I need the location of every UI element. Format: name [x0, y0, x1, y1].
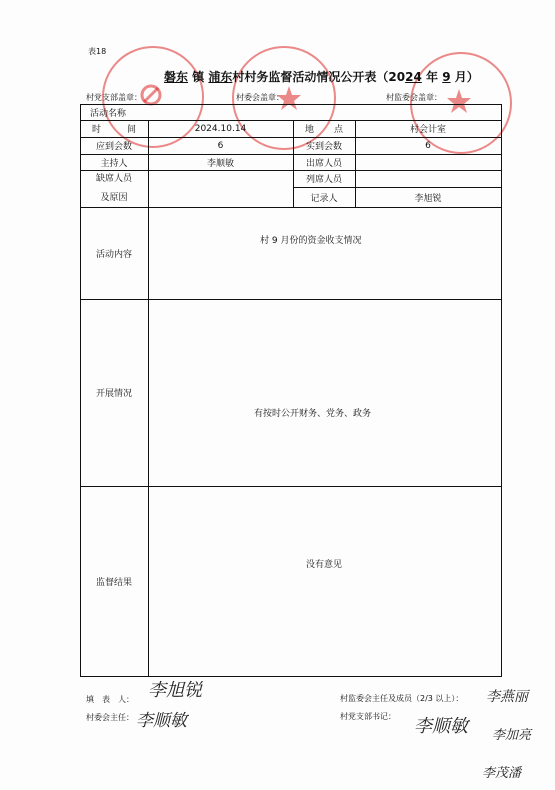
recorder-label: 记录人 [310, 193, 338, 204]
title-month: 9 [442, 70, 451, 84]
actual-count-label: 实到会数 [305, 142, 342, 152]
host-label: 主持人 [100, 158, 128, 169]
time-label [80, 120, 148, 137]
supervision-members-label: 村监委会主任及成员（2/3 以上）： [340, 694, 464, 703]
title-mid: 村村务监督活动情况公开表（20 [232, 70, 406, 84]
table-number: 表18 [88, 47, 107, 56]
attendees-value [355, 154, 501, 170]
filler-label: 填 表 人： [86, 695, 134, 704]
progress-value: 有按时公开财务、党务、政务 [254, 409, 372, 419]
supervision-seal-label: 村监委会盖章： [386, 93, 442, 102]
page-title [164, 68, 479, 85]
expected-count-value: 6 [217, 140, 224, 151]
progress-label: 开展情况 [95, 389, 132, 399]
title-town: 磐东 [164, 70, 189, 84]
member3-signature: 李茂潘 [482, 766, 522, 781]
time-value: 2024.10.14 [194, 123, 247, 134]
expected-count-label: 应到会数 [95, 142, 132, 152]
recorder-value: 李旭锐 [414, 193, 442, 204]
result-label: 监督结果 [95, 577, 132, 588]
place-label-b: 点 [333, 125, 343, 135]
activity-name-label: 活动名称 [90, 108, 127, 119]
title-year: 24 [405, 70, 422, 84]
absent-label-a: 缺席人员 [95, 173, 132, 184]
place-value: 村会计室 [409, 125, 446, 135]
observers-value [355, 170, 501, 187]
title-month-label: 月） [454, 70, 479, 84]
title-town-suffix: 镇 [192, 70, 205, 84]
filler-signature: 李旭锐 [148, 680, 202, 701]
title-year-label: 年 [426, 70, 439, 84]
member1-signature: 李燕丽 [486, 689, 528, 705]
observers-label: 列席人员 [305, 175, 342, 185]
result-value: 没有意见 [306, 560, 343, 570]
time-label-b: 间 [126, 125, 136, 135]
member2-signature: 李加亮 [492, 728, 532, 743]
actual-count-value: 6 [425, 140, 431, 151]
attendees-label: 出席人员 [305, 158, 342, 169]
absent-label-b: 及原因 [100, 192, 128, 203]
time-label-a: 时 [92, 125, 102, 135]
director-signature: 李顺敏 [136, 711, 187, 731]
activity-name-value [148, 104, 501, 120]
host-value: 李顺敏 [206, 158, 234, 169]
secretary-signature: 李顺敏 [414, 716, 468, 737]
content-value: 村 9 月份的资金收支情况 [260, 236, 362, 246]
party-secretary-label: 村党支部书记： [340, 712, 396, 721]
director-label: 村委会主任： [86, 713, 134, 722]
place-label-a: 地 [305, 125, 315, 135]
absent-value [148, 170, 293, 207]
place-label [293, 120, 355, 137]
absent-label [80, 170, 148, 207]
committee-seal-label: 村委会盖章： [236, 93, 284, 102]
title-village: 浦东 [208, 70, 233, 84]
party-seal-label: 村党支部盖章： [86, 93, 142, 102]
content-label: 活动内容 [95, 249, 132, 260]
